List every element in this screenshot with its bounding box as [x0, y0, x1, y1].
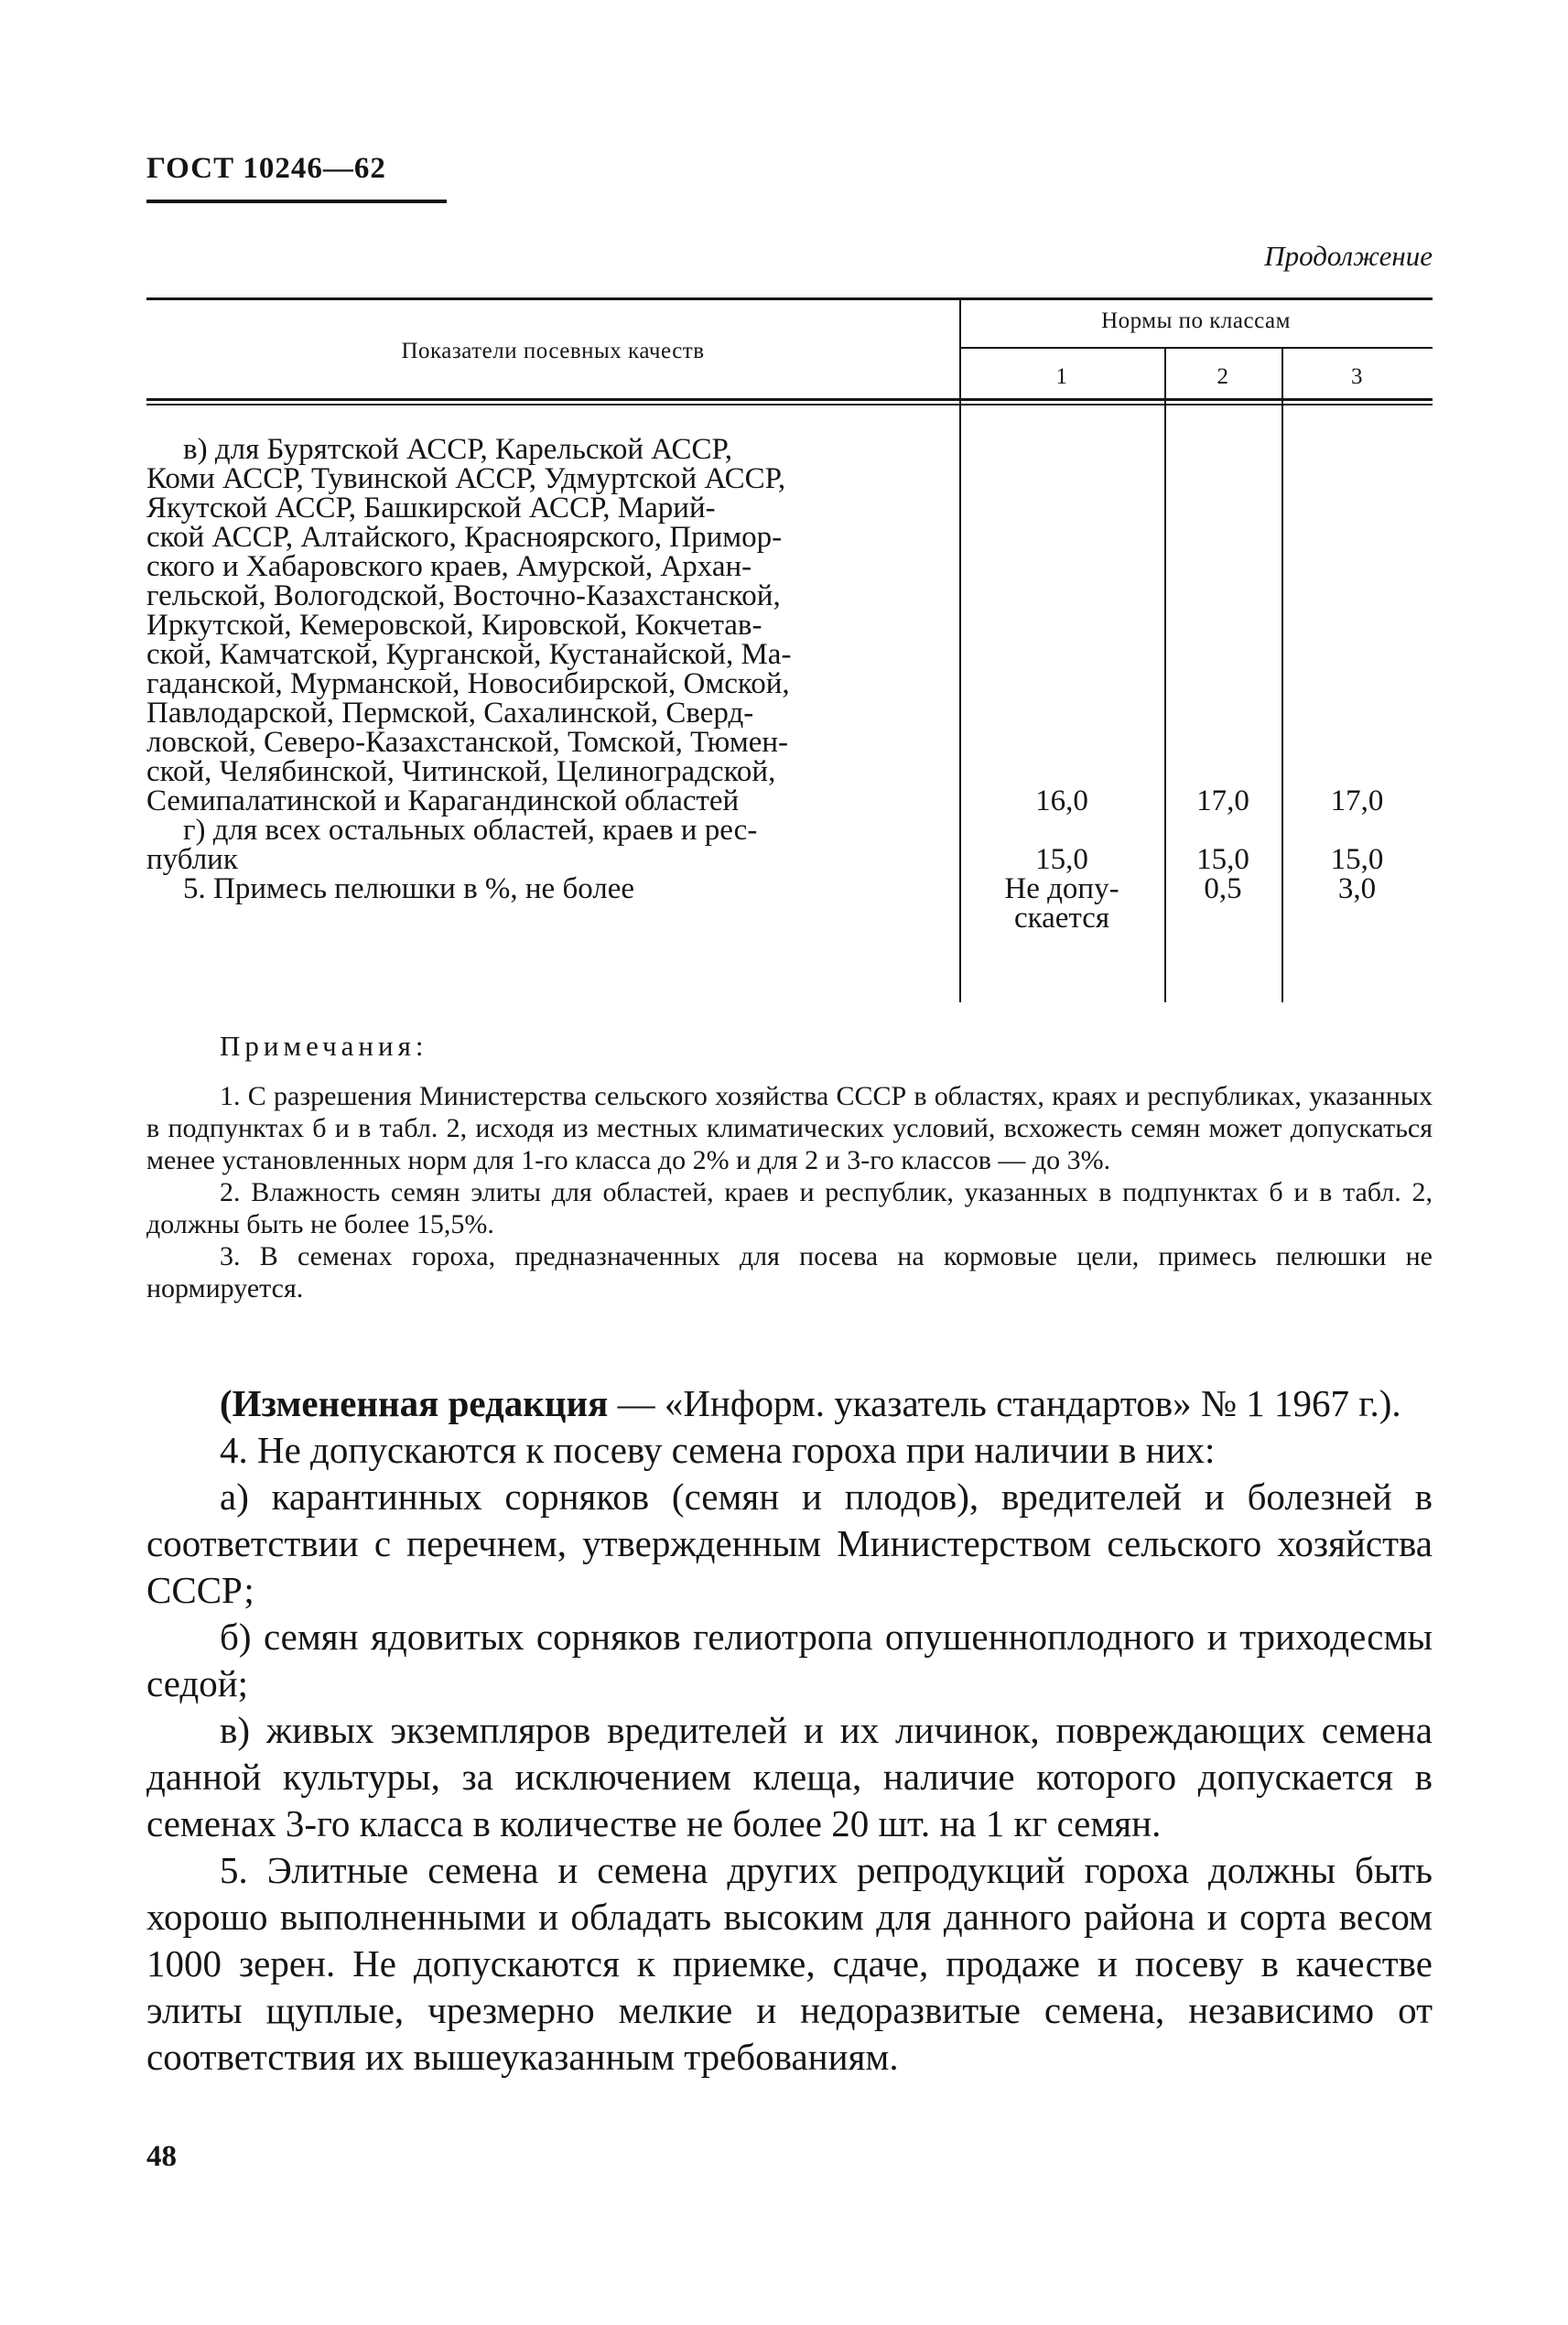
note-item: 2. Влажность семян элиты для областей, краев и республик, указанных в подпунктах б и в табл. 2, должны быть не более 15,5%.	[146, 1177, 1433, 1239]
notes-title: Примечания:	[220, 1030, 428, 1062]
row-g-class2-value: 15,0	[1196, 843, 1249, 876]
norms-table	[146, 297, 1433, 1002]
table-row-line: гельской, Вологодской, Восточно-Казахстанской,	[146, 579, 781, 612]
norms-subheader-rule	[959, 347, 1433, 349]
row-v-class1-value: 16,0	[1035, 784, 1088, 817]
row-5-class1-value: Не допу- скается	[1004, 872, 1119, 935]
table-row-line: ловской, Северо-Казахстанской, Томской, Тюмен-	[146, 726, 789, 759]
row-5-class3-value: 3,0	[1337, 872, 1377, 905]
clause-4b: б) семян ядовитых сорняков гелиотропа опушенноплодного и триходесмы седой;	[146, 1616, 1433, 1704]
continuation-label: Продолжение	[1264, 240, 1433, 272]
notes-list	[146, 1080, 1433, 1304]
table-row-line: г) для всех остальных областей, краев и рес-	[183, 814, 758, 847]
revision-bold: (Измененная редакция	[220, 1382, 609, 1424]
table-row-line: 5. Примесь пелюшки в %, не более	[183, 872, 635, 905]
row-v-class2-value: 17,0	[1196, 784, 1249, 817]
table-row-line: Иркутской, Кемеровской, Кировской, Кокчетав-	[146, 609, 762, 642]
table-top-rule	[146, 297, 1433, 300]
norms-header: Нормы по классам	[1101, 308, 1291, 333]
table-row-line: публик	[146, 843, 238, 876]
table-row-line: Семипалатинской и Карагандинской областей	[146, 784, 740, 817]
page-number: 48	[146, 2140, 177, 2173]
clause-4a: а) карантинных сорняков (семян и плодов), вредителей и болезней в соответствии с перечнем, утвержденным Министерством сельского хозяйства СССР;	[146, 1476, 1433, 1611]
clause-4: 4. Не допускаются к посеву семена гороха при наличии в них:	[220, 1429, 1216, 1471]
table-row-line: Коми АССР, Тувинской АССР, Удмуртской АССР,	[146, 462, 786, 495]
header-underline	[146, 200, 447, 203]
table-header-rule	[146, 398, 1433, 401]
table-row-line: ского и Хабаровского краев, Амурской, Архан-	[146, 550, 752, 583]
table-row-line: Якутской АССР, Башкирской АССР, Марий-	[146, 492, 716, 524]
clause-5: 5. Элитные семена и семена других репродукций гороха должны быть хорошо выполненными и обладать высоким для данного района и сорта весом 1000 зерен. Не допускаются к приемке, сдаче, продаже и посеву в качестве элиты щуплые, чрезмерно мелкие и недоразвитые семена, независимо от соответствия их вышеуказанным требованиям.	[146, 1849, 1433, 2078]
table-row-line: гаданской, Мурманской, Новосибирской, Омской,	[146, 667, 790, 700]
table-row-line: ской АССР, Алтайского, Красноярского, Примор-	[146, 521, 783, 554]
class-3-header: 3	[1351, 364, 1363, 389]
row-v-class3-value: 17,0	[1330, 784, 1384, 817]
revision-rest: — «Информ. указатель стандартов» № 1 1967 г.).	[608, 1382, 1401, 1424]
row-g-class3-value: 15,0	[1330, 843, 1384, 876]
standard-code: ГОСТ 10246—62	[146, 152, 386, 185]
note-item: 3. В семенах гороха, предназначенных для посева на кормовые цели, примесь пелюшки не нормируется.	[146, 1241, 1433, 1303]
class-1-header: 1	[1055, 364, 1068, 389]
quality-column-header: Показатели посевных качеств	[401, 339, 705, 363]
table-header-rule-double	[146, 404, 1433, 406]
revision-note	[146, 1380, 1433, 1427]
row-5-class2-value: 0,5	[1204, 872, 1242, 905]
note-item: 1. С разрешения Министерства сельского хозяйства СССР в областях, краях и республиках, указанных в подпунктах б и в табл. 2, исходя из местных климатических условий, всхожесть семян может допускаться менее установленных норм для 1-го класса до 2% и для 2 и 3-го классов — до 3%.	[146, 1081, 1433, 1175]
class-2-header: 2	[1217, 364, 1229, 389]
main-text	[146, 1380, 1433, 2081]
column-divider-class1-2	[1164, 349, 1166, 1002]
row-g-class1-value: 15,0	[1035, 843, 1088, 876]
table-row-line: Павлодарской, Пермской, Сахалинской, Сверд-	[146, 697, 754, 730]
clause-4v: в) живых экземпляров вредителей и их личинок, повреждающих семена данной культуры, за исключением клеща, наличие которого допускается в семенах 3-го класса в количестве не более 20 шт. на 1 кг семян.	[146, 1709, 1433, 1844]
column-divider-class2-3	[1281, 349, 1283, 1002]
table-row-line: ской, Камчатской, Курганской, Кустанайской, Ма-	[146, 638, 792, 671]
table-row-line: в) для Бурятской АССР, Карельской АССР,	[183, 433, 732, 466]
table-row-line: ской, Челябинской, Читинской, Целиноградской,	[146, 755, 776, 788]
quality-indicators-text	[146, 435, 970, 903]
